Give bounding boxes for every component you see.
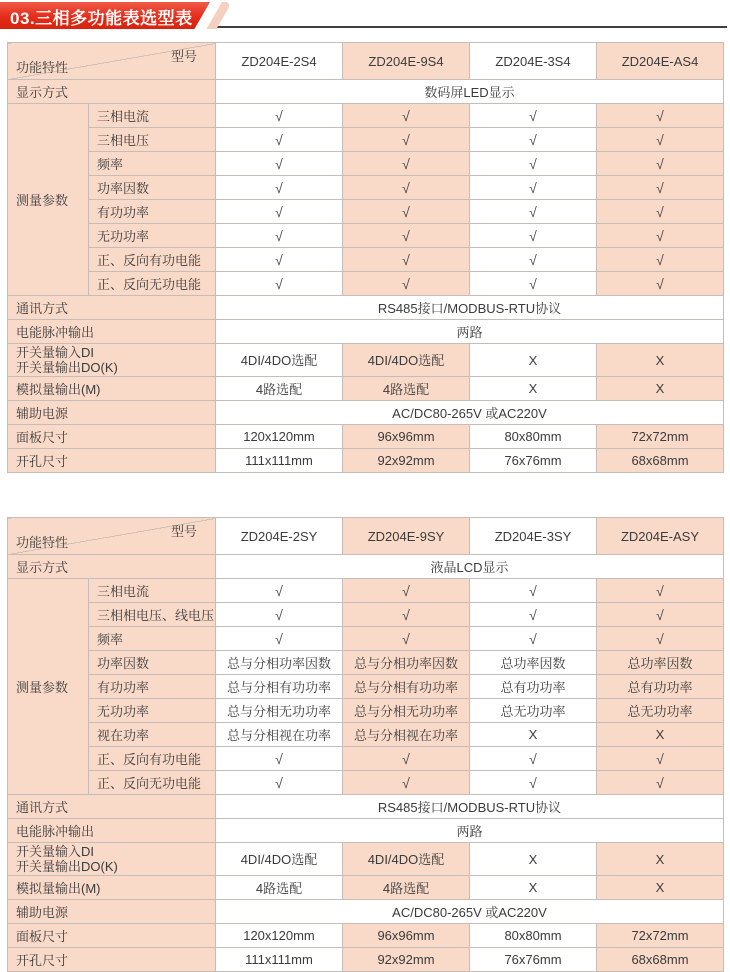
param-value-cell: √: [343, 627, 470, 651]
param-label-cell: 功率因数: [89, 176, 216, 200]
table-row: [8, 518, 724, 555]
table-row: [8, 128, 724, 152]
measure-params-label: 测量参数: [8, 579, 89, 795]
param-label-cell: 频率: [89, 627, 216, 651]
dido-value-cell: X: [597, 344, 724, 377]
param-value-cell: √: [470, 176, 597, 200]
table-row: [8, 771, 724, 795]
aux-power-label: 辅助电源: [8, 401, 216, 425]
param-label-cell: 无功功率: [89, 224, 216, 248]
param-value-cell: √: [470, 200, 597, 224]
param-value-cell: 总功率因数: [597, 651, 724, 675]
param-value-cell: √: [216, 104, 343, 128]
table-row: [8, 843, 724, 876]
feature-header-label: 功能特性: [16, 535, 69, 550]
dido-label: [8, 843, 216, 876]
param-label-cell: 三相电压: [89, 128, 216, 152]
dido-label: [8, 344, 216, 377]
do-label: 开关量输出DO(K): [16, 859, 118, 874]
param-value-cell: √: [597, 176, 724, 200]
param-value-cell: 总与分相有功功率: [216, 675, 343, 699]
analog-output-label: 模拟量输出(M): [8, 377, 216, 401]
param-value-cell: X: [597, 723, 724, 747]
param-value-cell: 总无功功率: [470, 699, 597, 723]
analog-value-cell: X: [597, 377, 724, 401]
banner-underline: [150, 26, 727, 28]
table-row: [8, 876, 724, 900]
panel-size-cell: 96x96mm: [343, 924, 470, 948]
param-label-cell: 三相电流: [89, 104, 216, 128]
table-row: [8, 272, 724, 296]
panel-size-cell: 80x80mm: [470, 425, 597, 449]
model-header-cell: ZD204E-9S4: [343, 43, 470, 80]
di-label: 开关量输入DI: [16, 844, 95, 859]
param-label-cell: 正、反向有功电能: [89, 747, 216, 771]
param-value-cell: √: [216, 152, 343, 176]
table-row: [8, 320, 724, 344]
param-label-cell: 正、反向无功电能: [89, 771, 216, 795]
param-value-cell: 总与分相功率因数: [216, 651, 343, 675]
param-label-cell: 正、反向有功电能: [89, 248, 216, 272]
di-label: 开关量输入DI: [16, 345, 95, 360]
table-row: [8, 449, 724, 473]
comm-mode-value: RS485接口/MODBUS-RTU协议: [216, 296, 724, 320]
hole-size-cell: 76x76mm: [470, 449, 597, 473]
param-label-cell: 正、反向无功电能: [89, 272, 216, 296]
comm-mode-label: 通讯方式: [8, 296, 216, 320]
analog-value-cell: 4路选配: [343, 377, 470, 401]
pulse-output-value: 两路: [216, 819, 724, 843]
param-value-cell: √: [343, 603, 470, 627]
display-mode-label: 显示方式: [8, 80, 216, 104]
hole-size-label: 开孔尺寸: [8, 449, 216, 473]
param-value-cell: 总与分相功率因数: [343, 651, 470, 675]
panel-size-cell: 96x96mm: [343, 425, 470, 449]
table-row: [8, 747, 724, 771]
pulse-output-label: 电能脉冲输出: [8, 819, 216, 843]
dido-value-cell: 4DI/4DO选配: [216, 344, 343, 377]
param-value-cell: √: [343, 200, 470, 224]
param-value-cell: 总与分相无功功率: [343, 699, 470, 723]
hole-size-cell: 92x92mm: [343, 948, 470, 972]
dido-value-cell: X: [597, 843, 724, 876]
param-label-cell: 有功功率: [89, 675, 216, 699]
analog-value-cell: X: [470, 377, 597, 401]
param-value-cell: √: [470, 272, 597, 296]
dido-value-cell: X: [470, 344, 597, 377]
param-label-cell: 有功功率: [89, 200, 216, 224]
analog-output-label: 模拟量输出(M): [8, 876, 216, 900]
param-value-cell: √: [343, 128, 470, 152]
selection-table-led: [7, 42, 724, 473]
param-value-cell: √: [470, 771, 597, 795]
table-row: [8, 699, 724, 723]
panel-size-cell: 72x72mm: [597, 425, 724, 449]
table-row: [8, 900, 724, 924]
measure-params-label: 测量参数: [8, 104, 89, 296]
display-mode-value: 数码屏LED显示: [216, 80, 724, 104]
param-value-cell: √: [216, 224, 343, 248]
panel-size-label: 面板尺寸: [8, 425, 216, 449]
table-row: [8, 104, 724, 128]
param-value-cell: √: [597, 771, 724, 795]
hole-size-cell: 68x68mm: [597, 948, 724, 972]
param-value-cell: 总有功功率: [470, 675, 597, 699]
param-value-cell: √: [343, 272, 470, 296]
param-label-cell: 三相电流: [89, 579, 216, 603]
table-row: [8, 80, 724, 104]
panel-size-cell: 72x72mm: [597, 924, 724, 948]
table-row: [8, 296, 724, 320]
param-value-cell: √: [597, 200, 724, 224]
table-row: [8, 344, 724, 377]
aux-power-label: 辅助电源: [8, 900, 216, 924]
param-value-cell: √: [343, 248, 470, 272]
table-row: [8, 948, 724, 972]
selection-table-lcd: [7, 517, 724, 972]
model-header-label: 型号: [170, 524, 197, 539]
param-value-cell: √: [597, 272, 724, 296]
feature-header-label: 功能特性: [16, 60, 69, 75]
analog-value-cell: 4路选配: [216, 876, 343, 900]
model-header-cell: ZD204E-AS4: [597, 43, 724, 80]
model-header-cell: ZD204E-9SY: [343, 518, 470, 555]
feature-model-diagonal-cell: [8, 518, 216, 555]
title-banner: [0, 0, 730, 34]
hole-size-cell: 76x76mm: [470, 948, 597, 972]
table-row: [8, 224, 724, 248]
param-value-cell: √: [470, 128, 597, 152]
panel-size-label: 面板尺寸: [8, 924, 216, 948]
param-value-cell: √: [597, 248, 724, 272]
model-header-cell: ZD204E-3S4: [470, 43, 597, 80]
param-value-cell: √: [343, 771, 470, 795]
table-row: [8, 627, 724, 651]
param-value-cell: √: [343, 176, 470, 200]
param-value-cell: √: [597, 224, 724, 248]
param-value-cell: √: [343, 747, 470, 771]
model-header-cell: ZD204E-3SY: [470, 518, 597, 555]
panel-size-cell: 80x80mm: [470, 924, 597, 948]
param-value-cell: √: [216, 272, 343, 296]
hole-size-cell: 111x111mm: [216, 948, 343, 972]
table-row: [8, 377, 724, 401]
display-mode-label: 显示方式: [8, 555, 216, 579]
dido-value-cell: 4DI/4DO选配: [343, 843, 470, 876]
param-value-cell: X: [470, 723, 597, 747]
table-row: [8, 43, 724, 80]
param-value-cell: √: [216, 176, 343, 200]
param-value-cell: √: [216, 128, 343, 152]
param-value-cell: √: [470, 579, 597, 603]
table-row: [8, 200, 724, 224]
param-value-cell: √: [470, 627, 597, 651]
analog-value-cell: X: [597, 876, 724, 900]
param-value-cell: 总与分相视在功率: [216, 723, 343, 747]
table-row: [8, 675, 724, 699]
model-header-cell: ZD204E-2SY: [216, 518, 343, 555]
model-header-label: 型号: [170, 49, 197, 64]
param-value-cell: √: [470, 603, 597, 627]
param-value-cell: √: [216, 579, 343, 603]
param-label-cell: 三相相电压、线电压: [89, 603, 216, 627]
param-value-cell: √: [597, 603, 724, 627]
dido-value-cell: 4DI/4DO选配: [216, 843, 343, 876]
param-value-cell: √: [597, 627, 724, 651]
display-mode-value: 液晶LCD显示: [216, 555, 724, 579]
param-value-cell: 总与分相有功功率: [343, 675, 470, 699]
table-row: [8, 401, 724, 425]
param-value-cell: 总无功功率: [597, 699, 724, 723]
dido-value-cell: X: [470, 843, 597, 876]
aux-power-value: AC/DC80-265V 或AC220V: [216, 900, 724, 924]
pulse-output-label: 电能脉冲输出: [8, 320, 216, 344]
comm-mode-value: RS485接口/MODBUS-RTU协议: [216, 795, 724, 819]
table-row: [8, 248, 724, 272]
param-value-cell: √: [343, 579, 470, 603]
feature-model-diagonal-cell: [8, 43, 216, 80]
param-value-cell: 总功率因数: [470, 651, 597, 675]
param-value-cell: √: [597, 579, 724, 603]
table-row: [8, 579, 724, 603]
table-row: [8, 555, 724, 579]
param-value-cell: √: [597, 152, 724, 176]
hole-size-label: 开孔尺寸: [8, 948, 216, 972]
param-label-cell: 视在功率: [89, 723, 216, 747]
hole-size-cell: 68x68mm: [597, 449, 724, 473]
param-value-cell: √: [216, 603, 343, 627]
param-value-cell: √: [597, 128, 724, 152]
table-row: [8, 176, 724, 200]
param-value-cell: √: [597, 747, 724, 771]
analog-value-cell: X: [470, 876, 597, 900]
dido-value-cell: 4DI/4DO选配: [343, 344, 470, 377]
table-row: [8, 651, 724, 675]
comm-mode-label: 通讯方式: [8, 795, 216, 819]
panel-size-cell: 120x120mm: [216, 425, 343, 449]
param-label-cell: 频率: [89, 152, 216, 176]
param-value-cell: 总与分相视在功率: [343, 723, 470, 747]
do-label: 开关量输出DO(K): [16, 360, 118, 375]
param-value-cell: √: [470, 224, 597, 248]
param-value-cell: √: [216, 627, 343, 651]
param-value-cell: √: [597, 104, 724, 128]
param-label-cell: 无功功率: [89, 699, 216, 723]
param-value-cell: √: [343, 104, 470, 128]
page-title: 03.三相多功能表选型表: [10, 9, 193, 28]
param-value-cell: √: [470, 248, 597, 272]
param-value-cell: √: [470, 747, 597, 771]
pulse-output-value: 两路: [216, 320, 724, 344]
table-row: [8, 603, 724, 627]
model-header-cell: ZD204E-2S4: [216, 43, 343, 80]
param-value-cell: 总有功功率: [597, 675, 724, 699]
param-value-cell: √: [343, 152, 470, 176]
hole-size-cell: 92x92mm: [343, 449, 470, 473]
param-value-cell: 总与分相无功功率: [216, 699, 343, 723]
table-row: [8, 723, 724, 747]
table-row: [8, 819, 724, 843]
aux-power-value: AC/DC80-265V 或AC220V: [216, 401, 724, 425]
param-value-cell: √: [470, 104, 597, 128]
model-header-cell: ZD204E-ASY: [597, 518, 724, 555]
param-value-cell: √: [470, 152, 597, 176]
panel-size-cell: 120x120mm: [216, 924, 343, 948]
param-value-cell: √: [216, 771, 343, 795]
param-label-cell: 功率因数: [89, 651, 216, 675]
table-row: [8, 795, 724, 819]
table-row: [8, 152, 724, 176]
param-value-cell: √: [216, 248, 343, 272]
table-row: [8, 425, 724, 449]
analog-value-cell: 4路选配: [343, 876, 470, 900]
analog-value-cell: 4路选配: [216, 377, 343, 401]
param-value-cell: √: [216, 747, 343, 771]
hole-size-cell: 111x111mm: [216, 449, 343, 473]
table-row: [8, 924, 724, 948]
param-value-cell: √: [343, 224, 470, 248]
param-value-cell: √: [216, 200, 343, 224]
